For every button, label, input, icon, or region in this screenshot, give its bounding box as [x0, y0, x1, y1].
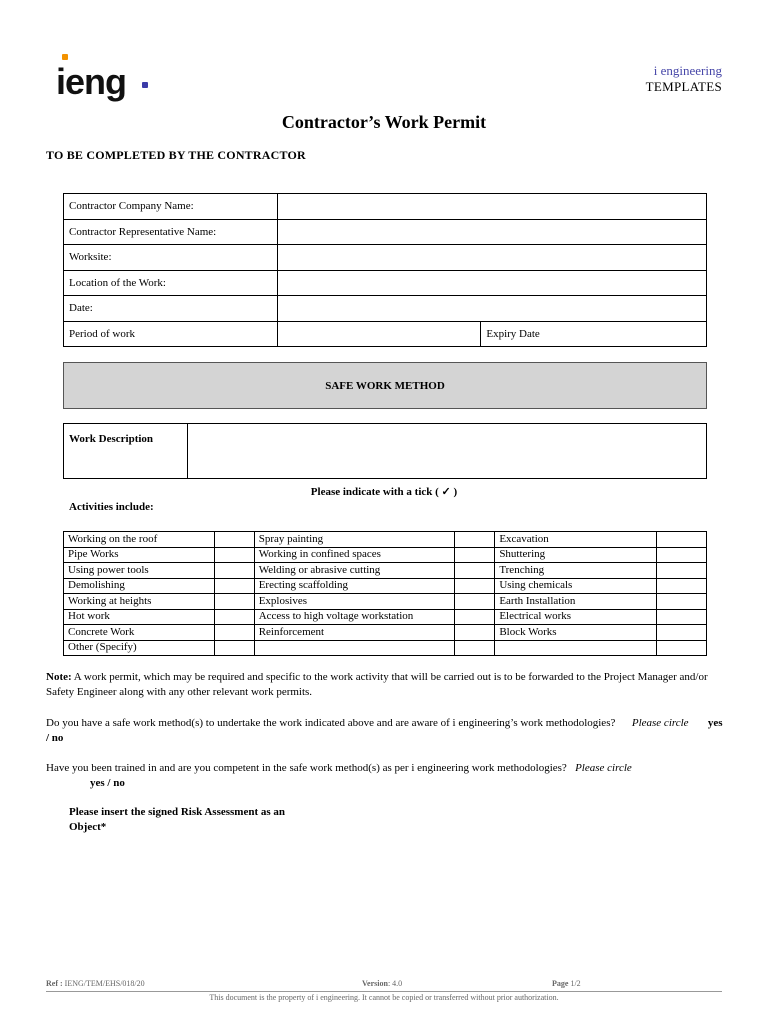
table-row [64, 424, 707, 479]
activity-label [254, 640, 455, 656]
section-instruction: TO BE COMPLETED BY THE CONTRACTOR [46, 148, 306, 162]
logo-blue-dot [142, 82, 148, 88]
activity-tick-cell[interactable] [214, 563, 254, 579]
period-of-work-field[interactable] [277, 321, 481, 347]
activity-label: Explosives [254, 594, 455, 610]
activity-label: Erecting scaffolding [254, 578, 455, 594]
activity-tick-cell[interactable] [657, 578, 707, 594]
activities-label: Activities include: [69, 501, 154, 513]
table-row [64, 594, 707, 610]
field-label: Location of the Work: [64, 270, 278, 296]
location-field[interactable] [277, 270, 706, 296]
activity-tick-cell[interactable] [214, 609, 254, 625]
activity-label: Demolishing [64, 578, 215, 594]
section-title: SAFE WORK METHOD [325, 379, 445, 392]
version-value: : 4.0 [387, 979, 403, 988]
brand-subtitle: TEMPLATES [645, 79, 722, 94]
table-row [64, 194, 707, 220]
activity-tick-cell[interactable] [214, 625, 254, 641]
activity-label: Excavation [495, 532, 657, 548]
activity-label: Shuttering [495, 547, 657, 563]
risk-assessment-instruction: Please insert the signed Risk Assessment as an Object* [69, 806, 286, 833]
field-label: Period of work [64, 321, 278, 347]
activity-label: Electrical works [495, 609, 657, 625]
activity-tick-cell[interactable] [657, 609, 707, 625]
worksite-field[interactable] [277, 245, 706, 271]
expiry-date-field[interactable] [481, 321, 707, 347]
activity-tick-cell[interactable] [214, 532, 254, 548]
circle-instruction: Please circle [631, 717, 689, 729]
ref-value: IENG/TEM/EHS/018/20 [62, 979, 145, 988]
activity-label: Working in confined spaces [254, 547, 455, 563]
activity-label: Spray painting [254, 532, 455, 548]
table-row [64, 270, 707, 296]
expiry-date-label: Expiry Date [486, 327, 540, 340]
footer-version [362, 979, 402, 988]
activities-table [63, 531, 707, 656]
table-row [64, 563, 707, 579]
question-safe-work-method [46, 716, 726, 746]
activity-tick-cell[interactable] [657, 625, 707, 641]
note-paragraph [46, 670, 726, 700]
property-notice: This document is the property of i engineering. It cannot be copied or transferred without prior authorization. [209, 993, 559, 1002]
table-row [64, 219, 707, 245]
field-label: Contractor Company Name: [64, 194, 278, 220]
activity-label: Concrete Work [64, 625, 215, 641]
footer-ref [46, 979, 145, 988]
work-description-label: Work Description [64, 424, 188, 479]
date-field[interactable] [277, 296, 706, 322]
version-label: Version [362, 979, 388, 988]
activity-label: Reinforcement [254, 625, 455, 641]
activity-label: Welding or abrasive cutting [254, 563, 455, 579]
table-row [64, 321, 707, 347]
activity-tick-cell[interactable] [455, 563, 495, 579]
activity-label: Hot work [64, 609, 215, 625]
page-label: Page [552, 979, 569, 988]
work-description-table [63, 423, 707, 479]
note-text: A work permit, which may be required and specific to the work activity that will be carried out is to be forwarded to the Project Manager and/or Safety Engineer along with any other relevant work permits. [46, 671, 708, 698]
activity-tick-cell[interactable] [657, 640, 707, 656]
table-row [64, 296, 707, 322]
activity-label: Other (Specify) [64, 640, 215, 656]
activity-label: Working on the roof [64, 532, 215, 548]
footer-page [552, 979, 581, 988]
activity-tick-cell[interactable] [455, 547, 495, 563]
contractor-info-table [63, 193, 707, 347]
question-text: Do you have a safe work method(s) to undertake the work indicated above and are aware of i engineering’s work methodologies? [46, 717, 616, 729]
activity-tick-cell[interactable] [455, 640, 495, 656]
circle-instruction: Please circle [575, 762, 632, 774]
brand-name: i engineering [653, 63, 722, 78]
activity-tick-cell[interactable] [455, 609, 495, 625]
safe-work-method-header [63, 362, 707, 409]
table-row [64, 578, 707, 594]
footer-divider [46, 991, 722, 992]
yes-no-answer[interactable]: yes / no [46, 717, 723, 744]
activity-tick-cell[interactable] [455, 625, 495, 641]
tick-instruction: Please indicate with a tick ( ✓ ) [310, 486, 458, 498]
activity-tick-cell[interactable] [214, 640, 254, 656]
activity-label: Using power tools [64, 563, 215, 579]
field-label: Date: [64, 296, 278, 322]
activity-label: Block Works [495, 625, 657, 641]
table-row [64, 609, 707, 625]
activity-tick-cell[interactable] [657, 547, 707, 563]
activities-body [64, 532, 707, 656]
activity-tick-cell[interactable] [657, 532, 707, 548]
activity-label: Trenching [495, 563, 657, 579]
table-row [64, 625, 707, 641]
activity-tick-cell[interactable] [214, 594, 254, 610]
logo-orange-dot [62, 54, 68, 60]
note-label: Note: [46, 671, 72, 683]
question-text: Have you been trained in and are you competent in the safe work method(s) as per i engineering work methodologies? [46, 762, 567, 774]
question-trained-competent [46, 761, 726, 791]
activity-tick-cell[interactable] [214, 578, 254, 594]
table-row [64, 547, 707, 563]
activity-label: Working at heights [64, 594, 215, 610]
representative-name-field[interactable] [277, 219, 706, 245]
table-row [64, 532, 707, 548]
document-title: Contractor’s Work Permit [281, 112, 487, 132]
field-label: Contractor Representative Name: [64, 219, 278, 245]
field-label: Worksite: [64, 245, 278, 271]
logo-text: ieng [56, 61, 127, 102]
ref-label: Ref : [46, 979, 63, 988]
activity-tick-cell[interactable] [657, 594, 707, 610]
company-name-field[interactable] [277, 194, 706, 220]
activity-label: Pipe Works [64, 547, 215, 563]
activity-tick-cell[interactable] [455, 578, 495, 594]
activity-tick-cell[interactable] [455, 594, 495, 610]
table-row [64, 640, 707, 656]
activity-tick-cell[interactable] [214, 547, 254, 563]
brand-block [646, 63, 722, 95]
activity-label: Earth Installation [495, 594, 657, 610]
activity-tick-cell[interactable] [657, 563, 707, 579]
yes-no-answer[interactable]: yes / no [90, 777, 125, 789]
company-logo [52, 52, 152, 102]
activity-label [495, 640, 657, 656]
work-description-field[interactable] [187, 424, 706, 479]
table-row [64, 245, 707, 271]
activity-label: Using chemicals [495, 578, 657, 594]
activity-label: Access to high voltage workstation [254, 609, 455, 625]
page-value: 1/2 [568, 979, 581, 988]
activity-tick-cell[interactable] [455, 532, 495, 548]
